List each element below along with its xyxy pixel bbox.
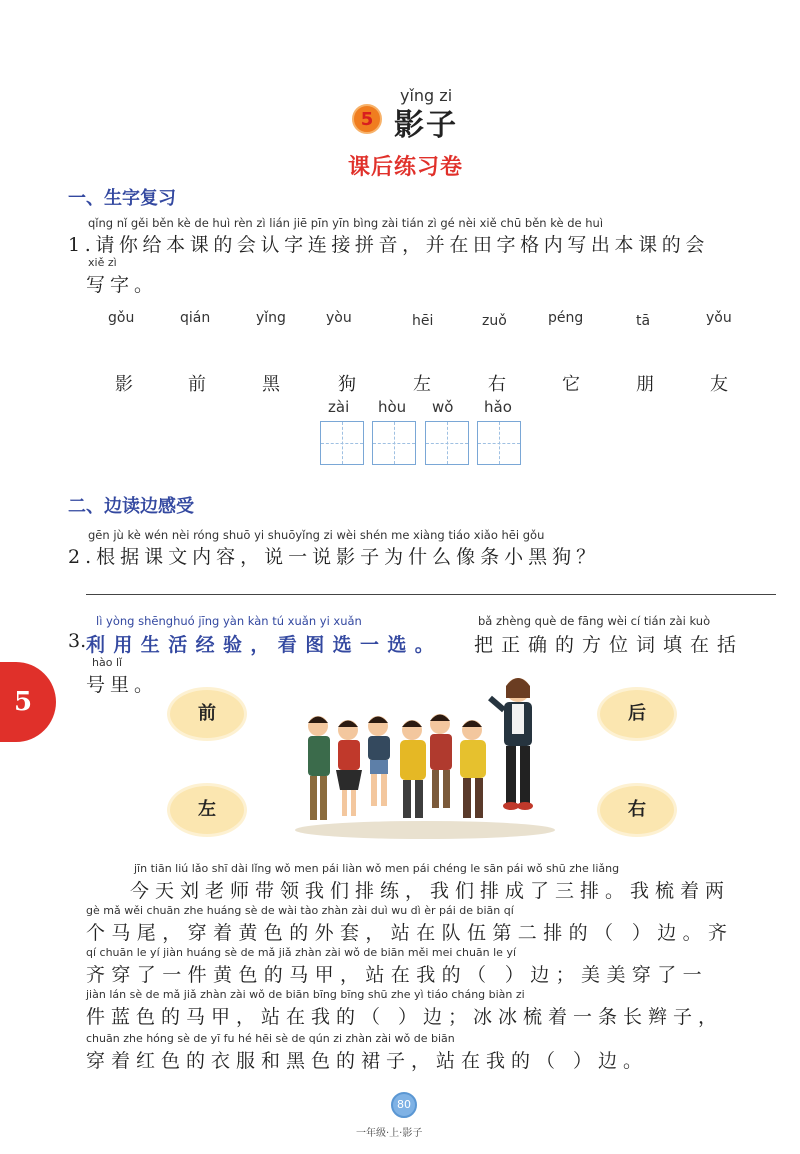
q3-number: 3.: [68, 630, 87, 652]
passage-pinyin-3: qí chuān le yí jiàn huáng sè de mǎ jiǎ zhàn zài wǒ de biān měi mei chuān le yí: [86, 946, 517, 959]
syllable[interactable]: gǒu: [108, 310, 135, 326]
syllable[interactable]: yǒu: [706, 310, 732, 326]
q2-pinyin: gēn jù kè wén nèi róng shuō yi shuōyǐng zi wèi shén me xiàng tiáo xiǎo hēi gǒu: [88, 528, 545, 542]
q3-text-blue: 利用生活经验，看图选一选。: [86, 634, 443, 656]
q1-text-line2: 写字。: [86, 274, 159, 296]
chapter-side-tab: [0, 662, 56, 742]
page-number: 80: [397, 1098, 411, 1111]
q1-pinyin-line2: xiě zì: [88, 256, 117, 269]
write-pinyin: hǎo: [484, 398, 512, 416]
writing-grid[interactable]: [320, 421, 364, 465]
q1-pinyin-line1: qǐng nǐ gěi běn kè de huì rèn zì lián jiē pīn yīn bìng zài tián zì gé nèi xiě chū běn kè de huì: [88, 216, 604, 230]
syllable[interactable]: yòu: [326, 310, 352, 326]
writing-grid[interactable]: [477, 421, 521, 465]
character[interactable]: 黑: [262, 374, 280, 395]
q3-pinyin-rest: bǎ zhèng què de fāng wèi cí tián zài kuò: [478, 614, 711, 628]
syllable[interactable]: hēi: [412, 313, 434, 329]
passage-pinyin-1: jīn tiān liú lǎo shī dài lǐng wǒ men pái liàn wǒ men pái chéng le sān pái wǒ shū zhe liǎng: [134, 862, 620, 875]
character[interactable]: 右: [488, 374, 506, 395]
lesson-number: 5: [360, 109, 374, 130]
syllable[interactable]: zuǒ: [482, 313, 507, 329]
syllable[interactable]: tā: [636, 313, 651, 329]
direction-cloud-front[interactable]: 前: [170, 690, 244, 738]
section-heading-2: 二、边读边感受: [68, 496, 194, 517]
syllable[interactable]: péng: [548, 310, 584, 326]
passage-line-2: 个马尾，穿着黄色的外套，站在队伍第二排的（ ）边。齐: [86, 922, 734, 944]
q3-text-line2: 号里。: [86, 674, 159, 696]
passage-line-4: 件蓝色的马甲，站在我的（ ）边；冰冰梳着一条长辫子，: [86, 1006, 724, 1028]
q3-pinyin-blue: lì yòng shēnghuó jīng yàn kàn tú xuǎn yi xuǎn: [96, 614, 362, 628]
passage-line-5: 穿着红色的衣服和黑色的裙子，站在我的（ ）边。: [86, 1050, 649, 1072]
footer-caption: 一年级·上·影子: [356, 1128, 423, 1139]
direction-cloud-left[interactable]: 左: [170, 786, 244, 834]
chapter-side-tab-number: 5: [13, 687, 33, 717]
children-queue-illustration: [290, 668, 560, 840]
passage-line-3: 齐穿了一件黄色的马甲，站在我的（ ）边；美美穿了一: [86, 964, 709, 986]
write-pinyin: wǒ: [432, 398, 454, 416]
section-heading-1: 一、生字复习: [68, 188, 176, 209]
write-pinyin: hòu: [378, 398, 407, 416]
q1-text-line1: 1.请你给本课的会认字连接拼音，并在田字格内写出本课的会: [68, 234, 709, 256]
passage-line-1: 今天刘老师带领我们排练，我们排成了三排。我梳着两: [130, 880, 731, 902]
q2-text: 2.根据课文内容，说一说影子为什么像条小黑狗？: [68, 546, 601, 568]
page-number-badge: [391, 1092, 417, 1118]
title-pinyin: yǐng zi: [400, 86, 453, 105]
lesson-number-badge: [352, 104, 382, 134]
character[interactable]: 朋: [636, 374, 654, 395]
character[interactable]: 左: [413, 374, 431, 395]
q3-text-rest: 把正确的方位词填在括: [474, 634, 745, 656]
syllable[interactable]: yǐng: [256, 310, 286, 326]
character[interactable]: 影: [115, 374, 133, 395]
passage-pinyin-5: chuān zhe hóng sè de yī fu hé hēi sè de qún zi zhàn zài wǒ de biān: [86, 1032, 455, 1045]
character[interactable]: 前: [188, 374, 206, 395]
passage-pinyin-4: jiàn lán sè de mǎ jiǎ zhàn zài wǒ de biān bīng bīng shū zhe yì tiáo cháng biàn zi: [86, 988, 525, 1001]
writing-grid[interactable]: [372, 421, 416, 465]
page-title: 影子: [394, 108, 458, 143]
syllable[interactable]: qián: [180, 310, 211, 326]
answer-line[interactable]: [86, 594, 776, 595]
direction-cloud-right[interactable]: 右: [600, 786, 674, 834]
page-subtitle: 课后练习卷: [348, 154, 464, 180]
write-pinyin: zài: [328, 398, 350, 416]
character[interactable]: 狗: [338, 374, 356, 395]
q3-pinyin-line2: hào lǐ: [92, 656, 123, 669]
character[interactable]: 友: [710, 374, 728, 395]
direction-cloud-back[interactable]: 后: [600, 690, 674, 738]
passage-pinyin-2: gè mǎ wěi chuān zhe huáng sè de wài tào zhàn zài duì wu dì èr pái de biān qí: [86, 904, 514, 917]
character[interactable]: 它: [562, 374, 580, 395]
writing-grid[interactable]: [425, 421, 469, 465]
